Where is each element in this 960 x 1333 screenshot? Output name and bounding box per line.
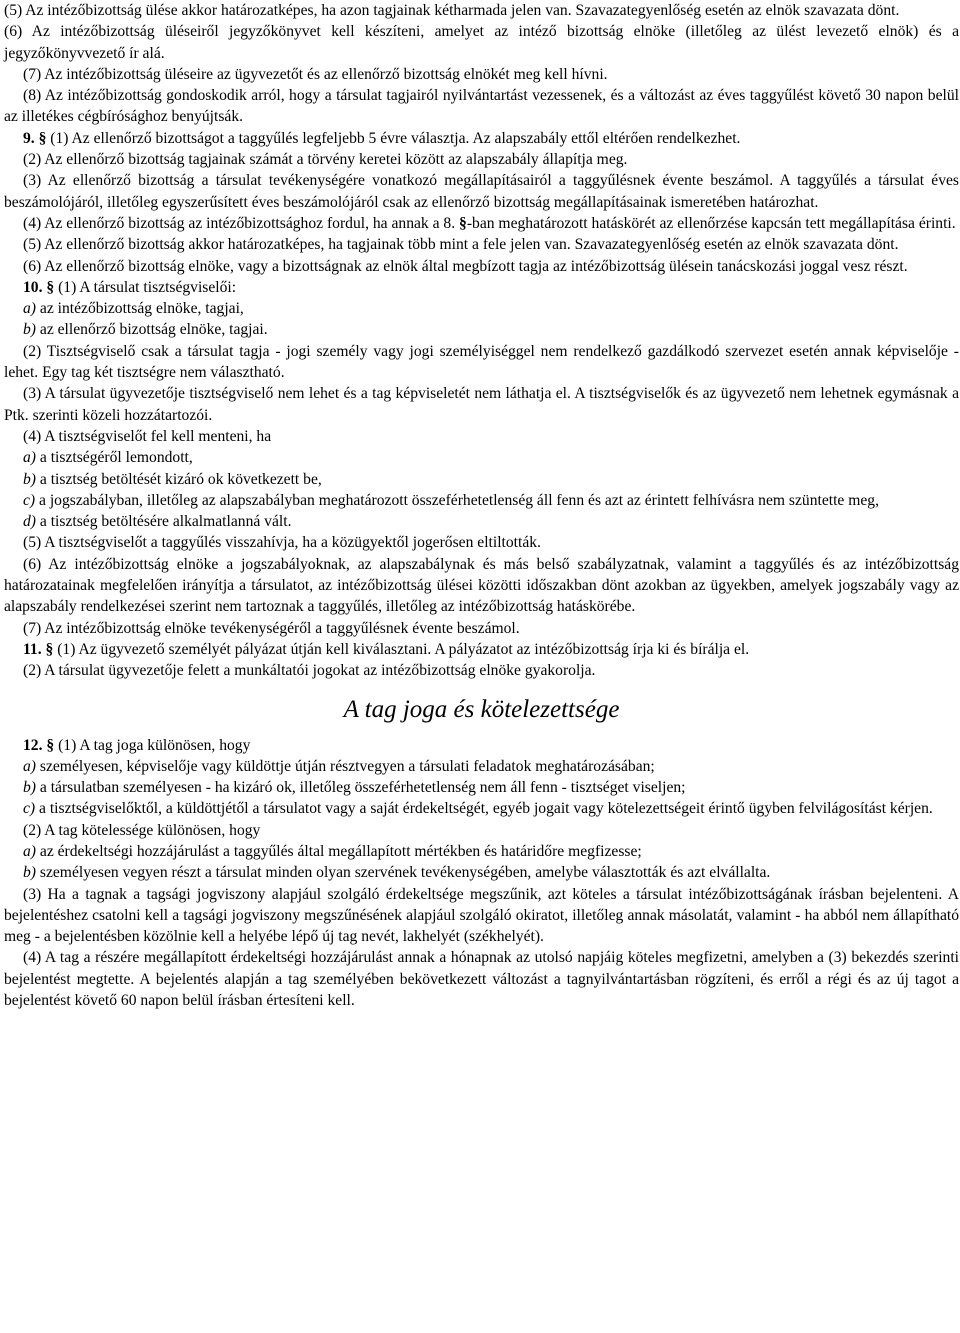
text-run: a jogszabályban, illetőleg az alapszabályban meghatározott összeférhetetlenség áll fenn és azt az érintett felhívásra nem szüntette meg,: [35, 491, 879, 509]
text-run: a tisztségviselőktől, a küldöttjétől a társulatot vagy a saját érdekeltségét, egyéb jogait vagy kötelezettségeit érintő ügyben felvilágosítást kérjen.: [35, 800, 933, 818]
bold-text: §: [45, 640, 58, 658]
text-run: (2) A társulat ügyvezetője felett a munkáltatói jogokat az intézőbizottság elnöke gyakorolja.: [23, 662, 596, 680]
text-run: (1) A tag joga különösen, hogy: [58, 736, 251, 754]
bold-text: §: [46, 278, 59, 296]
paragraph: [4, 735, 959, 756]
bold-text: 10.: [23, 278, 47, 296]
text-run: (1) Az ügyvezető személyét pályázat útján kell kiválasztani. A pályázatot az intézőbizottság írja ki és bírálja el.: [57, 640, 750, 658]
text-run: (6) Az intézőbizottság üléseiről jegyzőkönyvet kell készíteni, amelyet az intéző bizottság elnöke (illetőleg az ülést levezető elnök) és a jegyzőkönyvvezető ír alá.: [4, 23, 959, 62]
text-run: (4) A tag a részére megállapított érdekeltségi hozzájárulást annak a hónapnak az utolsó napjáig köteles megfizetni, amelyben a (3) bekezdés szerinti bejelentést megtette. A bejelentés alapján a tag személyében bekövetkezett változást a tagnyilvántartásban rögzíteni, és erről a régi és az új tagot a bejelentést követő 60 napon belül írásban értesíteni kell.: [4, 949, 959, 1010]
text-run: (5) A tisztségviselőt a taggyűlés visszahívja, ha a közügyektől jogerősen eltiltották.: [23, 534, 541, 552]
text-run: (2) Az ellenőrző bizottság tagjainak számát a törvény keretei között az alapszabály állapítja meg.: [23, 151, 628, 169]
text-run: (4) Az ellenőrző bizottság az intézőbizottsághoz fordul, ha annak a 8.: [23, 214, 460, 232]
paragraph: [4, 820, 959, 841]
text-run: A tag joga és kötelezettsége: [343, 695, 620, 723]
text-run: (3) Az ellenőrző bizottság a társulat tevékenységére vonatkozó megállapításairól a taggyűlésnek évente beszámol. A taggyűlés a társulat éves beszámolójáról, illetőleg egyszerűsített éves beszámolójáról csak az ellenőrző bizottság megállapításainak ismeretében határozhat.: [4, 172, 959, 211]
text-run: (1) A társulat tisztségviselői:: [58, 278, 237, 296]
italic-text: b): [23, 321, 36, 339]
text-run: (2) A tag kötelessége különösen, hogy: [23, 821, 261, 839]
paragraph: [4, 756, 959, 777]
text-run: személyesen vegyen részt a társulat minden olyan szervének tevékenységében, amelybe választották és azt elvállalta.: [36, 864, 771, 882]
paragraph: [4, 532, 959, 553]
paragraph: [4, 554, 959, 618]
paragraph: [4, 777, 959, 798]
italic-text: b): [23, 470, 36, 488]
paragraph: [4, 341, 959, 384]
italic-text: a): [23, 300, 36, 318]
text-run: (4) A tisztségviselőt fel kell menteni, ha: [23, 427, 272, 445]
text-run: a tisztség betöltésére alkalmatlanná vált.: [36, 513, 292, 531]
paragraph: [4, 277, 959, 298]
paragraph: [4, 511, 959, 532]
paragraph: [4, 618, 959, 639]
paragraph: [4, 383, 959, 426]
paragraph: [4, 149, 959, 170]
bold-text: §: [459, 214, 467, 232]
italic-text: c): [23, 800, 36, 818]
text-run: (7) Az intézőbizottság elnöke tevékenységéről a taggyűlésnek évente beszámol.: [23, 619, 520, 637]
paragraph: [4, 170, 959, 213]
paragraph: [4, 490, 959, 511]
italic-text: b): [23, 779, 36, 797]
paragraph: [4, 298, 959, 319]
paragraph: [4, 64, 959, 85]
paragraph: [4, 639, 959, 660]
paragraph: [4, 85, 959, 128]
text-run: az érdekeltségi hozzájárulást a taggyűlés által megállapított mértékben és határidőre megfizesse;: [36, 842, 642, 860]
text-run: (6) Az ellenőrző bizottság elnöke, vagy a bizottságnak az elnök által megbízott tagja az intézőbizottság ülésein tanácskozási joggal vesz részt.: [23, 257, 908, 275]
paragraph: [4, 660, 959, 681]
text-run: (8) Az intézőbizottság gondoskodik arról, hogy a társulat tagjairól nyilvántartást vezessenek, és a változást az éves taggyűlést követő 30 napon belül az illetékes cégbírósághoz benyújtsák.: [4, 87, 959, 126]
text-run: (7) Az intézőbizottság üléseire az ügyvezetőt és az ellenőrző bizottság elnökét meg kell hívni.: [23, 65, 608, 83]
section-heading: [4, 694, 959, 726]
paragraph: [4, 841, 959, 862]
paragraph: [4, 319, 959, 340]
bold-text: 12.: [23, 736, 47, 754]
italic-text: d): [23, 513, 36, 531]
paragraph: [4, 0, 959, 21]
italic-text: a): [23, 449, 36, 467]
text-run: (1) Az ellenőrző bizottságot a taggyűlés legfeljebb 5 évre választja. Az alapszabály ettől eltérően rendelkezhet.: [50, 129, 741, 147]
bold-text: 11.: [23, 640, 46, 658]
text-run: az intézőbizottság elnöke, tagjai,: [36, 300, 244, 318]
text-run: a tisztségéről lemondott,: [36, 449, 193, 467]
paragraph: [4, 426, 959, 447]
text-run: -ban meghatározott hatáskörét az ellenőrzése kapcsán tett megállapítása érinti.: [466, 214, 956, 232]
text-run: személyesen, képviselője vagy küldöttje útján résztvegyen a társulati feladatok meghatározásában;: [36, 757, 655, 775]
paragraph: [4, 256, 959, 277]
text-run: a társulatban személyesen - ha kizáró ok, illetőleg összeférhetetlenség nem áll fenn - tisztséget viseljen;: [36, 779, 686, 797]
italic-text: a): [23, 757, 36, 775]
italic-text: b): [23, 864, 36, 882]
paragraph: [4, 128, 959, 149]
text-run: a tisztség betöltését kizáró ok következett be,: [36, 470, 322, 488]
bold-text: 9.: [23, 129, 39, 147]
italic-text: c): [23, 491, 36, 509]
text-run: (5) Az intézőbizottság ülése akkor határozatképes, ha azon tagjainak kétharmada jelen van. Szavazategyenlőség esetén az elnök szavazata dönt.: [4, 2, 900, 19]
paragraph: [4, 862, 959, 883]
text-run: (2) Tisztségviselő csak a társulat tagja - jogi személy vagy jogi személyiséggel nem rendelkező gazdálkodó szervezet esetén annak képviselője - lehet. Egy tag két tisztségre nem választható.: [4, 342, 959, 382]
paragraph: [4, 798, 959, 819]
paragraph: [4, 947, 959, 1011]
bold-text: §: [38, 129, 51, 147]
italic-text: a): [23, 842, 36, 860]
text-run: (6) Az intézőbizottság elnöke a jogszabályoknak, az alapszabálynak és más belső szabályzatnak, valamint a taggyűlés és az intézőbizottság határozatainak megfelelően irányítja a társulatot, az intézőbizottság ülései közötti időszakban dönt azokban az ügyekben, amelyek jogszabály vagy az alapszabály rendelkezései szerint nem tartoznak a taggyűlés, illetőleg az intézőbizottság hatáskörébe.: [4, 555, 959, 616]
paragraph: [4, 213, 959, 234]
paragraph: [4, 234, 959, 255]
bold-text: §: [46, 736, 59, 754]
paragraph: [4, 447, 959, 468]
text-run: (5) Az ellenőrző bizottság akkor határozatképes, ha tagjainak több mint a fele jelen van. Szavazategyenlőség esetén az elnök szavazata dönt.: [23, 236, 899, 254]
text-run: (3) A társulat ügyvezetője tisztségviselő nem lehet és a tag képviseletét nem láthatja el. A tisztségviselők és az ügyvezető nem lehetnek egymásnak a Ptk. szerinti közeli hozzátartozói.: [4, 385, 959, 424]
text-run: (3) Ha a tagnak a tagsági jogviszony alapjául szolgáló érdekeltsége megszűnik, azt köteles a társulat intézőbizottságának írásban bejelenteni. A bejelentéshez csatolni kell a tagsági jogviszony megszűnésének alapjául szolgáló okiratot, illetőleg annak másolatát, valamint - ha abból nem állapítható meg - a bejelentésben közölnie kell a helyébe lépő új tag nevét, lakhelyét (székhelyét).: [4, 885, 959, 946]
text-run: az ellenőrző bizottság elnöke, tagjai.: [36, 321, 268, 339]
paragraph: [4, 884, 959, 948]
paragraph: [4, 469, 959, 490]
paragraph: [4, 21, 959, 64]
